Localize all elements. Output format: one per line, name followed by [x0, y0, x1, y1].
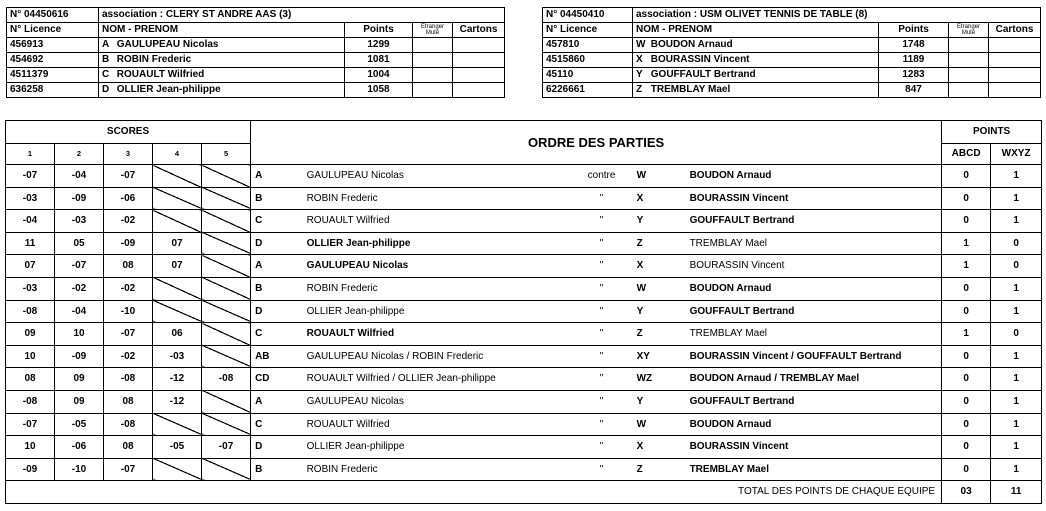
player1-name: GAULUPEAU Nicolas	[303, 390, 571, 413]
set-score-5	[202, 255, 251, 278]
player1-name: GAULUPEAU Nicolas	[303, 165, 571, 188]
header-points: Points	[879, 23, 949, 38]
set-score-3: -02	[104, 210, 153, 233]
player-points: 847	[879, 83, 949, 98]
player2-name: BOURASSIN Vincent / GOUFFAULT Bertrand	[686, 345, 942, 368]
versus-label: "	[571, 323, 633, 346]
player2-name: TREMBLAY Mael	[686, 458, 942, 481]
set-score-2: -09	[55, 345, 104, 368]
player-points: 1058	[345, 83, 413, 98]
points-wxyz: 1	[991, 165, 1042, 188]
header-name: NOM - PRENOM	[633, 23, 879, 38]
points-wxyz: 1	[991, 187, 1042, 210]
player2-name: GOUFFAULT Bertrand	[686, 210, 942, 233]
header-licence: N° Licence	[543, 23, 633, 38]
set-header-4: 4	[153, 144, 202, 165]
player-name: GAULUPEAU Nicolas	[116, 39, 219, 50]
points-header: POINTS	[942, 121, 1042, 144]
player2-letter: W	[633, 413, 686, 436]
set-score-5	[202, 323, 251, 346]
player-licence: 6226661	[543, 83, 633, 98]
player2-letter: WZ	[633, 368, 686, 391]
player-points: 1081	[345, 53, 413, 68]
player-row	[543, 68, 1041, 83]
header-name: NOM - PRENOM	[99, 23, 345, 38]
points-wxyz: 1	[991, 345, 1042, 368]
player-letter: Z	[636, 84, 643, 95]
set-score-4: -12	[153, 368, 202, 391]
player2-name: BOURASSIN Vincent	[686, 187, 942, 210]
set-score-2: -04	[55, 300, 104, 323]
player-licence: 636258	[7, 83, 99, 98]
player2-letter: W	[633, 277, 686, 300]
set-score-4: 07	[153, 232, 202, 255]
set-score-3: -07	[104, 458, 153, 481]
order-header: ORDRE DES PARTIES	[251, 121, 942, 165]
header-licence: N° Licence	[7, 23, 99, 38]
points-abcd: 1	[942, 232, 991, 255]
points-abcd: 0	[942, 187, 991, 210]
player2-name: GOUFFAULT Bertrand	[686, 390, 942, 413]
match-row	[6, 165, 1042, 188]
versus-label: "	[571, 345, 633, 368]
player-name-cell	[99, 83, 345, 98]
player1-letter: C	[251, 413, 303, 436]
points-abcd: 0	[942, 390, 991, 413]
set-score-2: -10	[55, 458, 104, 481]
set-score-4	[153, 210, 202, 233]
player2-letter: Z	[633, 323, 686, 346]
player2-letter: XY	[633, 345, 686, 368]
total-wxyz: 11	[991, 481, 1042, 504]
player-name-cell	[633, 68, 879, 83]
points-wxyz-header: WXYZ	[991, 144, 1042, 165]
player1-letter: A	[251, 255, 303, 278]
points-abcd: 0	[942, 165, 991, 188]
points-abcd: 0	[942, 277, 991, 300]
player-cartons	[989, 68, 1041, 83]
header-etranger: Etranger Muté	[949, 23, 989, 38]
player-row	[543, 83, 1041, 98]
player2-name: BOURASSIN Vincent	[686, 436, 942, 459]
player2-letter: W	[633, 165, 686, 188]
player2-letter: X	[633, 255, 686, 278]
versus-label: "	[571, 413, 633, 436]
player-letter: C	[102, 69, 110, 80]
player1-name: OLLIER Jean-philippe	[303, 436, 571, 459]
set-score-2: -09	[55, 187, 104, 210]
player1-letter: B	[251, 458, 303, 481]
set-score-1: -09	[6, 458, 55, 481]
points-abcd: 0	[942, 458, 991, 481]
player1-letter: D	[251, 300, 303, 323]
set-score-4	[153, 458, 202, 481]
versus-label: "	[571, 436, 633, 459]
player2-name: GOUFFAULT Bertrand	[686, 300, 942, 323]
set-score-4	[153, 300, 202, 323]
match-row	[6, 458, 1042, 481]
player-licence: 456913	[7, 38, 99, 53]
set-score-3: -06	[104, 187, 153, 210]
set-score-3: 08	[104, 436, 153, 459]
player-licence: 457810	[543, 38, 633, 53]
player-name-cell	[633, 38, 879, 53]
points-abcd: 0	[942, 368, 991, 391]
player1-name: GAULUPEAU Nicolas	[303, 255, 571, 278]
set-score-4	[153, 413, 202, 436]
points-wxyz: 1	[991, 458, 1042, 481]
points-wxyz: 0	[991, 323, 1042, 346]
player2-name: TREMBLAY Mael	[686, 232, 942, 255]
match-row	[6, 277, 1042, 300]
set-score-1: -07	[6, 165, 55, 188]
player1-letter: D	[251, 436, 303, 459]
player1-name: OLLIER Jean-philippe	[303, 300, 571, 323]
player2-name: BOURASSIN Vincent	[686, 255, 942, 278]
player-name-cell	[99, 38, 345, 53]
points-abcd: 1	[942, 255, 991, 278]
set-score-2: -06	[55, 436, 104, 459]
player-etranger	[949, 53, 989, 68]
set-score-1: -07	[6, 413, 55, 436]
player-cartons	[453, 68, 505, 83]
versus-label: contre	[571, 165, 633, 188]
set-score-3: 08	[104, 255, 153, 278]
player2-letter: X	[633, 187, 686, 210]
set-score-2: 09	[55, 390, 104, 413]
player1-letter: A	[251, 165, 303, 188]
player-cartons	[453, 83, 505, 98]
points-abcd: 1	[942, 323, 991, 346]
player-name: BOURASSIN Vincent	[650, 54, 750, 65]
player1-letter: B	[251, 187, 303, 210]
player-name: ROBIN Frederic	[116, 54, 192, 65]
player-name: BOUDON Arnaud	[650, 39, 733, 50]
match-row	[6, 232, 1042, 255]
set-score-2: -02	[55, 277, 104, 300]
player-row	[7, 38, 505, 53]
player-points: 1748	[879, 38, 949, 53]
player1-name: ROUAULT Wilfried	[303, 323, 571, 346]
set-score-3: -07	[104, 323, 153, 346]
set-score-4: -12	[153, 390, 202, 413]
points-abcd: 0	[942, 436, 991, 459]
player-etranger	[413, 53, 453, 68]
set-score-4: 06	[153, 323, 202, 346]
team-left-number: N° 04450616	[7, 8, 99, 23]
player1-name: ROBIN Frederic	[303, 458, 571, 481]
set-score-1: 08	[6, 368, 55, 391]
set-score-2: -05	[55, 413, 104, 436]
versus-label: "	[571, 458, 633, 481]
player2-letter: Z	[633, 232, 686, 255]
points-abcd: 0	[942, 210, 991, 233]
points-wxyz: 1	[991, 368, 1042, 391]
player-name-cell	[99, 53, 345, 68]
points-wxyz: 0	[991, 255, 1042, 278]
player-name: ROUAULT Wilfried	[116, 69, 205, 80]
versus-label: "	[571, 368, 633, 391]
player-points: 1283	[879, 68, 949, 83]
set-score-1: -08	[6, 390, 55, 413]
player1-letter: D	[251, 232, 303, 255]
player1-name: ROBIN Frederic	[303, 187, 571, 210]
player2-name: BOUDON Arnaud	[686, 277, 942, 300]
header-cartons: Cartons	[989, 23, 1041, 38]
total-label: TOTAL DES POINTS DE CHAQUE EQUIPE	[6, 481, 942, 504]
versus-label: "	[571, 277, 633, 300]
player-row	[543, 38, 1041, 53]
set-score-1: 11	[6, 232, 55, 255]
player-etranger	[413, 83, 453, 98]
set-score-5	[202, 232, 251, 255]
player1-name: ROBIN Frederic	[303, 277, 571, 300]
points-abcd: 0	[942, 345, 991, 368]
set-header-2: 2	[55, 144, 104, 165]
points-abcd: 0	[942, 300, 991, 323]
player-name: GOUFFAULT Bertrand	[650, 69, 756, 80]
player-row	[7, 53, 505, 68]
set-score-1: 10	[6, 436, 55, 459]
set-score-1: -04	[6, 210, 55, 233]
set-score-5	[202, 413, 251, 436]
team-right-association: association : USM OLIVET TENNIS DE TABLE (8)	[633, 8, 1041, 23]
player-licence: 4511379	[7, 68, 99, 83]
player-name-cell	[99, 68, 345, 83]
player-points: 1299	[345, 38, 413, 53]
set-score-2: 10	[55, 323, 104, 346]
player2-letter: Y	[633, 300, 686, 323]
player2-letter: Y	[633, 390, 686, 413]
set-score-5	[202, 187, 251, 210]
header-points: Points	[345, 23, 413, 38]
matches-table	[5, 120, 1042, 504]
player-name: TREMBLAY Mael	[650, 84, 731, 95]
player2-letter: Z	[633, 458, 686, 481]
team-left-table	[6, 7, 505, 98]
player-cartons	[453, 38, 505, 53]
player-licence: 45110	[543, 68, 633, 83]
match-row	[6, 368, 1042, 391]
match-row	[6, 323, 1042, 346]
versus-label: "	[571, 390, 633, 413]
points-abcd: 0	[942, 413, 991, 436]
player2-name: BOUDON Arnaud	[686, 413, 942, 436]
set-score-1: 09	[6, 323, 55, 346]
team-left-association: association : CLERY ST ANDRE AAS (3)	[99, 8, 505, 23]
player2-name: BOUDON Arnaud / TREMBLAY Mael	[686, 368, 942, 391]
match-row	[6, 300, 1042, 323]
versus-label: "	[571, 187, 633, 210]
player-etranger	[413, 38, 453, 53]
set-score-3: -07	[104, 165, 153, 188]
player1-letter: C	[251, 210, 303, 233]
set-score-2: -04	[55, 165, 104, 188]
versus-label: "	[571, 255, 633, 278]
player-licence: 454692	[7, 53, 99, 68]
match-row	[6, 436, 1042, 459]
points-wxyz: 1	[991, 390, 1042, 413]
player-etranger	[949, 68, 989, 83]
player1-letter: AB	[251, 345, 303, 368]
set-score-5: -08	[202, 368, 251, 391]
points-wxyz: 1	[991, 210, 1042, 233]
set-score-5	[202, 345, 251, 368]
player-points: 1189	[879, 53, 949, 68]
set-score-3: -08	[104, 413, 153, 436]
points-wxyz: 1	[991, 300, 1042, 323]
set-score-1: -03	[6, 277, 55, 300]
set-score-1: -08	[6, 300, 55, 323]
player-cartons	[453, 53, 505, 68]
player1-letter: CD	[251, 368, 303, 391]
set-score-5	[202, 210, 251, 233]
player1-letter: C	[251, 323, 303, 346]
player1-name: GAULUPEAU Nicolas / ROBIN Frederic	[303, 345, 571, 368]
player2-letter: Y	[633, 210, 686, 233]
set-score-5	[202, 165, 251, 188]
set-score-5	[202, 277, 251, 300]
player-licence: 4515860	[543, 53, 633, 68]
set-score-4: -03	[153, 345, 202, 368]
points-wxyz: 1	[991, 277, 1042, 300]
set-score-4: 07	[153, 255, 202, 278]
player-letter: D	[102, 84, 110, 95]
set-score-1: 07	[6, 255, 55, 278]
points-wxyz: 1	[991, 436, 1042, 459]
player-name: OLLIER Jean-philippe	[116, 84, 221, 95]
header-etranger: Etranger Muté	[413, 23, 453, 38]
set-score-2: -07	[55, 255, 104, 278]
player1-letter: A	[251, 390, 303, 413]
set-score-2: 09	[55, 368, 104, 391]
set-score-3: -02	[104, 345, 153, 368]
player-cartons	[989, 38, 1041, 53]
set-score-4: -05	[153, 436, 202, 459]
player-points: 1004	[345, 68, 413, 83]
set-score-4	[153, 277, 202, 300]
set-score-3: -02	[104, 277, 153, 300]
player-letter: Y	[636, 69, 643, 80]
player1-name: ROUAULT Wilfried	[303, 413, 571, 436]
player-row	[7, 83, 505, 98]
player-etranger	[949, 38, 989, 53]
player-row	[7, 68, 505, 83]
player-etranger	[413, 68, 453, 83]
set-header-5: 5	[202, 144, 251, 165]
set-score-4	[153, 187, 202, 210]
versus-label: "	[571, 210, 633, 233]
player-etranger	[949, 83, 989, 98]
header-cartons: Cartons	[453, 23, 505, 38]
player-letter: W	[636, 39, 646, 50]
player-cartons	[989, 83, 1041, 98]
player-letter: X	[636, 54, 643, 65]
set-score-4	[153, 165, 202, 188]
set-score-3: -08	[104, 368, 153, 391]
player2-letter: X	[633, 436, 686, 459]
set-score-2: 05	[55, 232, 104, 255]
match-row	[6, 345, 1042, 368]
set-score-5	[202, 458, 251, 481]
player1-name: OLLIER Jean-philippe	[303, 232, 571, 255]
set-score-1: -03	[6, 187, 55, 210]
versus-label: "	[571, 232, 633, 255]
player-row	[543, 53, 1041, 68]
match-row	[6, 187, 1042, 210]
set-score-5	[202, 300, 251, 323]
scores-header: SCORES	[6, 121, 251, 144]
set-score-3: -09	[104, 232, 153, 255]
player-name-cell	[633, 83, 879, 98]
team-right-number: N° 04450410	[543, 8, 633, 23]
set-score-1: 10	[6, 345, 55, 368]
set-header-1: 1	[6, 144, 55, 165]
player1-name: ROUAULT Wilfried / OLLIER Jean-philippe	[303, 368, 571, 391]
points-wxyz: 0	[991, 232, 1042, 255]
total-abcd: 03	[942, 481, 991, 504]
versus-label: "	[571, 300, 633, 323]
points-abcd-header: ABCD	[942, 144, 991, 165]
set-score-5: -07	[202, 436, 251, 459]
player2-name: TREMBLAY Mael	[686, 323, 942, 346]
set-score-3: -10	[104, 300, 153, 323]
player1-letter: B	[251, 277, 303, 300]
player-letter: B	[102, 54, 110, 65]
set-score-2: -03	[55, 210, 104, 233]
set-header-3: 3	[104, 144, 153, 165]
set-score-3: 08	[104, 390, 153, 413]
player-cartons	[989, 53, 1041, 68]
player-name-cell	[633, 53, 879, 68]
team-right-table	[542, 7, 1041, 98]
match-row	[6, 210, 1042, 233]
points-wxyz: 1	[991, 413, 1042, 436]
match-row	[6, 390, 1042, 413]
player2-name: BOUDON Arnaud	[686, 165, 942, 188]
player1-name: ROUAULT Wilfried	[303, 210, 571, 233]
player-letter: A	[102, 39, 110, 50]
match-row	[6, 413, 1042, 436]
match-row	[6, 255, 1042, 278]
set-score-5	[202, 390, 251, 413]
